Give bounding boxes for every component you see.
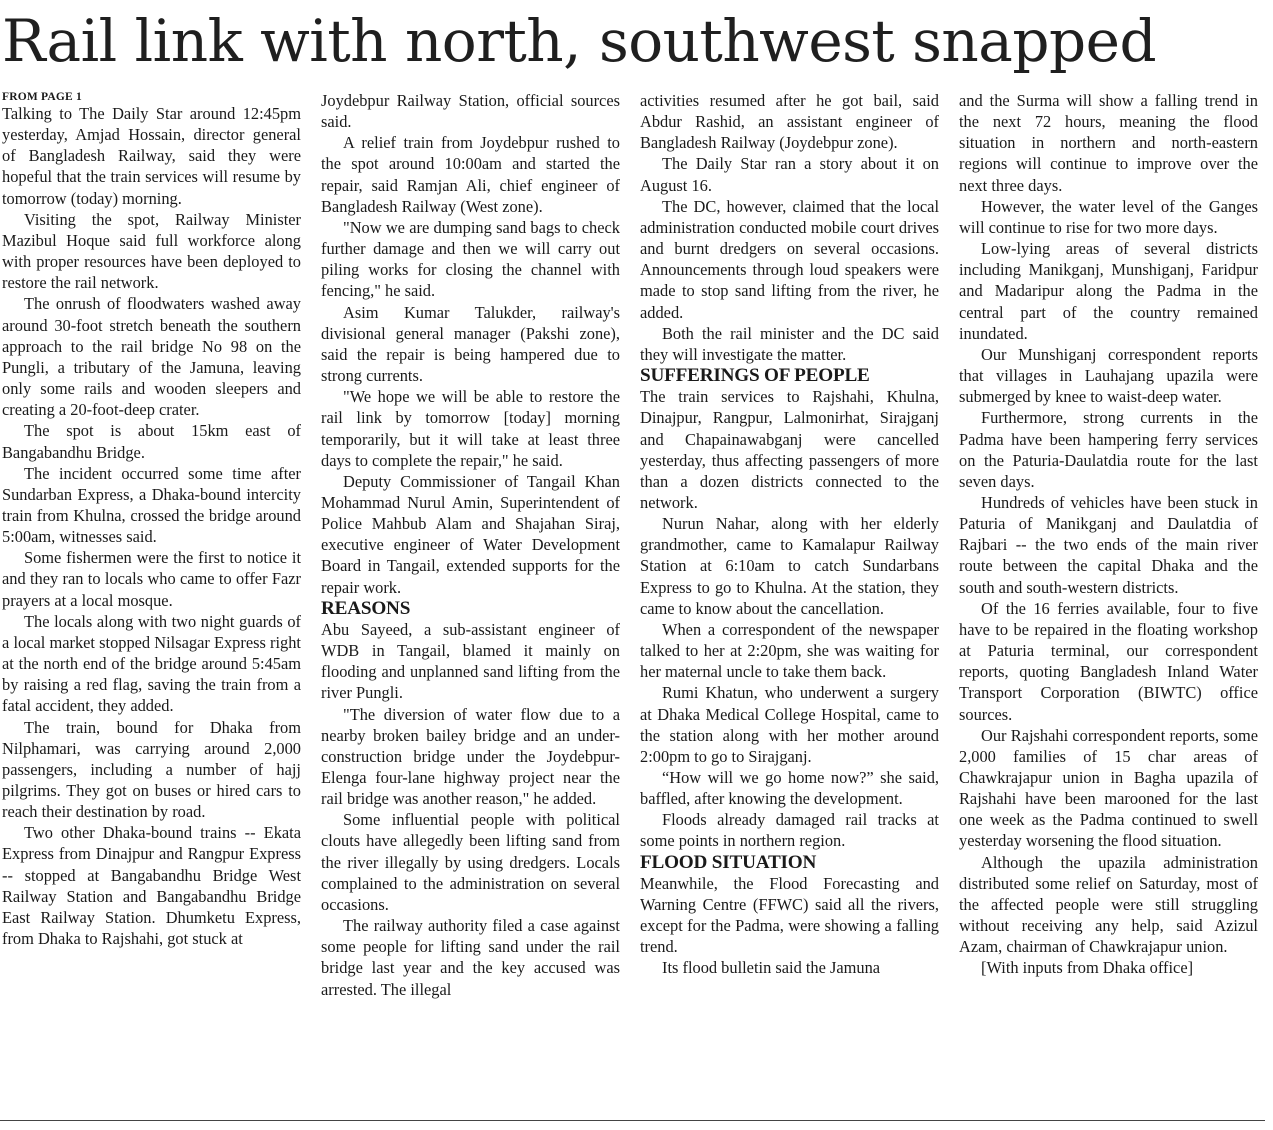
paragraph: Our Rajshahi correspondent reports, some 2,000 families of 15 char areas of Chawkrajapur union in Bagha upazila of Rajshahi have been marooned for the last one week as the Padma continued to swell yesterday worsening the flood situation. <box>959 725 1258 851</box>
paragraph: The onrush of floodwaters washed away around 30-foot stretch beneath the southern approach to the rail bridge No 98 on the Pungli, a tributary of the Jamuna, leaving only some rails and wooden sleepers and creating a 20-foot-deep crater. <box>2 294 301 420</box>
paragraph: Deputy Commissioner of Tangail Khan Mohammad Nurul Amin, Superintendent of Police Mahbub Alam and Shajahan Siraj, executive engineer of Water Development Board in Tangail, extended supports for the repair work. <box>321 471 620 597</box>
paragraph: "Now we are dumping sand bags to check further damage and then we will carry out piling works for closing the channel with fencing," he said. <box>321 217 620 301</box>
paragraph: Our Munshiganj correspondent reports that villages in Lauhajang upazila were submerged by knee to waist-deep water. <box>959 344 1258 407</box>
paragraph: Talking to The Daily Star around 12:45pm yesterday, Amjad Hossain, director general of Bangladesh Railway, said they were hopeful that the train services will resume by tomorrow (today) morning. <box>2 104 301 208</box>
paragraph: When a correspondent of the newspaper talked to her at 2:20pm, she was waiting for her maternal uncle to take them back. <box>640 619 939 682</box>
paragraph: Rumi Khatun, who underwent a surgery at Dhaka Medical College Hospital, came to the station along with her mother around 2:00pm to go to Sirajganj. <box>640 683 939 766</box>
paragraph: Furthermore, strong currents in the Padma have been hampering ferry services on the Paturia-Daulatdia route for the last seven days. <box>959 408 1258 491</box>
paragraph: Abu Sayeed, a sub-assistant engineer of WDB in Tangail, blamed it mainly on flooding and unplanned sand lifting from the river Pungli. <box>321 619 620 703</box>
paragraph: Visiting the spot, Railway Minister Mazibul Hoque said full workforce along with proper resources have been deployed to restore the rail network. <box>2 209 301 293</box>
column-3 <box>640 90 939 1112</box>
paragraph: The incident occurred some time after Sundarban Express, a Dhaka-bound intercity train from Khulna, crossed the bridge around 5:00am, witnesses said. <box>2 463 301 547</box>
paragraph: Nurun Nahar, along with her elderly grandmother, came to Kamalapur Railway Station at 6:10am to catch Sundarbans Express to go to Khulna. At the station, they came to know about the cancellation. <box>640 514 939 618</box>
paragraph: The Daily Star ran a story about it on August 16. <box>640 154 939 195</box>
paragraph: However, the water level of the Ganges will continue to rise for two more days. <box>959 196 1258 237</box>
paragraph: Its flood bulletin said the Jamuna <box>662 958 881 978</box>
paragraph: Some influential people with political clouts have allegedly been lifting sand from the river illegally by using dredgers. Locals complained to the administration on several occasions. <box>321 810 620 914</box>
from-page-label: FROM PAGE 1 <box>2 91 82 103</box>
headline: Rail link with north, southwest snapped <box>2 7 1157 75</box>
paragraph: and the Surma will show a falling trend in the next 72 hours, meaning the flood situation in northern and north-eastern regions will continue to improve over the next three days. <box>959 91 1258 195</box>
column-2 <box>321 90 620 1112</box>
paragraph: Two other Dhaka-bound trains -- Ekata Express from Dinajpur and Rangpur Express -- stopped at Bangabandhu Bridge West Railway Station and Bangabandhu Bridge East Railway Station. Dhumketu Express, from Dhaka to Rajshahi, got stuck at <box>2 823 301 949</box>
article-body <box>0 90 1273 1112</box>
paragraph: The train services to Rajshahi, Khulna, Dinajpur, Rangpur, Lalmonirhat, Sirajganj and Chapainawabganj were cancelled yesterday, thus affecting passengers of more than a dozen districts connected to the network. <box>640 387 939 512</box>
paragraph: activities resumed after he got bail, said Abdur Rashid, an assistant engineer of Bangladesh Railway (Joydebpur zone). <box>640 91 939 153</box>
section-subhead: FLOOD SITUATION <box>640 851 817 873</box>
paragraph: “How will we go home now?” she said, baffled, after knowing the development. <box>640 768 939 809</box>
column-4 <box>959 90 1258 1112</box>
paragraph: The train, bound for Dhaka from Nilphamari, was carrying around 2,000 passengers, including a number of hajj pilgrims. They got on buses or hired cars to reach their destination by road. <box>2 717 301 822</box>
paragraph: The DC, however, claimed that the local administration conducted mobile court drives and burnt dredgers on several occasions. Announcements through loud speakers were made to stop sand lifting from the river, he added. <box>640 196 939 322</box>
paragraph: Asim Kumar Talukder, railway's divisional general manager (Pakshi zone), said the repair is being hampered due to strong currents. <box>321 302 620 386</box>
paragraph: The spot is about 15km east of Bangabandhu Bridge. <box>2 421 301 462</box>
paragraph: [With inputs from Dhaka office] <box>981 958 1194 978</box>
paragraph: A relief train from Joydebpur rushed to the spot around 10:00am and started the repair, said Ramjan Ali, chief engineer of Bangladesh Railway (West zone). <box>321 133 620 216</box>
paragraph: "The diversion of water flow due to a nearby broken bailey bridge and an under-construction bridge under the Joydebpur-Elenga four-lane highway project near the rail bridge was another reason," he added. <box>321 704 620 809</box>
paragraph: "We hope we will be able to restore the rail link by tomorrow [today] morning temporarily, but it will take at least three days to complete the repair," he said. <box>321 387 620 470</box>
paragraph: Both the rail minister and the DC said they will investigate the matter. <box>640 323 939 364</box>
bottom-rule <box>0 1120 1265 1121</box>
paragraph: Joydebpur Railway Station, official sources said. <box>321 91 620 132</box>
paragraph: Meanwhile, the Flood Forecasting and Warning Centre (FFWC) said all the rivers, except for the Padma, were showing a falling trend. <box>640 873 939 957</box>
column-1 <box>2 90 301 1112</box>
paragraph: The railway authority filed a case against some people for lifting sand under the rail bridge last year and the key accused was arrested. The illegal <box>321 916 620 999</box>
paragraph: Low-lying areas of several districts including Manikganj, Munshiganj, Faridpur and Madaripur along the Padma in the central part of the country remained inundated. <box>959 239 1258 343</box>
section-subhead: SUFFERINGS OF PEOPLE <box>640 365 870 387</box>
paragraph: Floods already damaged rail tracks at some points in northern region. <box>640 810 939 851</box>
section-subhead: REASONS <box>321 597 411 619</box>
paragraph: Some fishermen were the first to notice it and they ran to locals who came to offer Fazr prayers at a local mosque. <box>2 548 301 610</box>
paragraph: Although the upazila administration distributed some relief on Saturday, most of the affected people were still struggling without receiving any help, said Azizul Azam, chairman of Chawkrajapur union. <box>959 852 1258 957</box>
paragraph: Hundreds of vehicles have been stuck in Paturia of Manikganj and Daulatdia of Rajbari -- the two ends of the main river route between the capital Dhaka and the south and south-western districts. <box>959 492 1258 597</box>
paragraph: Of the 16 ferries available, four to five have to be repaired in the floating workshop at Paturia terminal, our correspondent reports, quoting Bangladesh Inland Water Transport Corporation (BIWTC) office sources. <box>959 598 1258 724</box>
paragraph: The locals along with two night guards of a local market stopped Nilsagar Express right at the north end of the bridge around 5:45am by raising a red flag, saving the train from a fatal accident, they added. <box>2 611 301 716</box>
